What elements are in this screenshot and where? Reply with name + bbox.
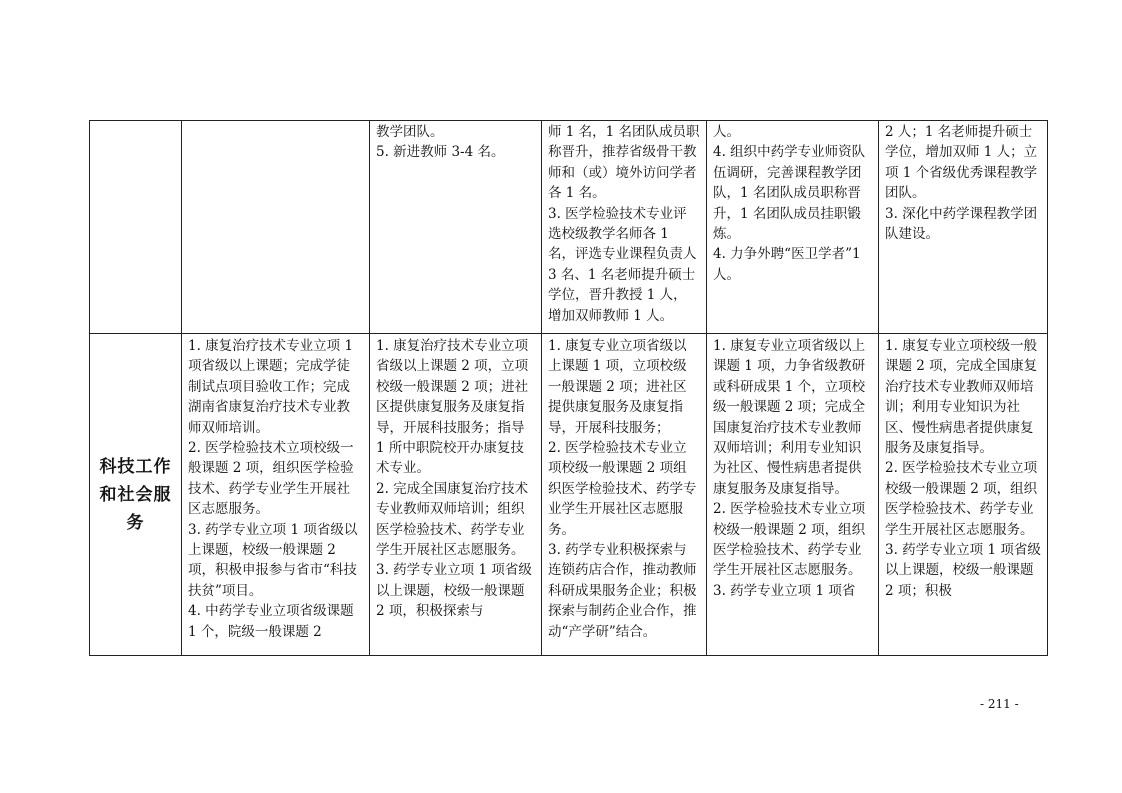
category-label: 科技工作和社会服务 — [99, 456, 172, 533]
cell-paragraph: 4. 中药学专业立项省级课题 1 个，院级一般课题 2 — [188, 603, 354, 640]
table-row — [90, 334, 1048, 656]
cell-paragraph: 教学团队。 — [376, 124, 444, 140]
cell-paragraph: 1. 康复专业立项省级以上课题 1 项，力争省级教研或科研成果 1 个，立项校级一般课题 2 项；完成全国康复治疗技术专业教师双师培训；利用专业知识为社区、慢性病患者提供康复服务及康复指导。 — [713, 338, 866, 497]
cell-paragraph: 2 人；1 名老师提升硕士学位，增加双师 1 人；立项 1 个省级优秀课程教学团队。 — [885, 124, 1038, 202]
cell-paragraph: 3. 医学检验技术专业评选校级教学名师各 1 名，评选专业课程负责人 3 名、1 名老师提升硕士学位，晋升教授 1 人，增加双师教师 1 人。 — [548, 205, 697, 324]
table-cell — [370, 334, 542, 656]
cell-paragraph: 2. 医学检验技术专业立项校级一般课题 2 项，组织医学检验技术、药学专业学生开展社区志愿服务。 — [713, 501, 866, 579]
category-cell — [90, 334, 182, 656]
table-cell — [182, 334, 370, 656]
cell-paragraph: 1. 康复专业立项省级以上课题 1 项，立项校级一般课题 2 项；进社区提供康复服务及康复指导，开展科技服务； — [548, 338, 687, 436]
cell-paragraph: 3. 药学专业积极探索与连锁药店合作，推动教师科研成果服务企业；积极探索与制药企业合作，推动“产学研”结合。 — [548, 542, 697, 640]
cell-paragraph: 3. 药学专业立项 1 项省 — [713, 582, 856, 599]
cell-paragraph: 3. 药学专业立项 1 项省级以上课题，校级一般课题 2 项，积极申报参与省市“科技扶贫”项目。 — [188, 521, 358, 599]
table-cell — [879, 121, 1048, 334]
cell-paragraph: 1. 康复专业立项校级一般课题 2 项，完成全国康复治疗技术专业教师双师培训；利用专业知识为社区、慢性病患者提供康复服务及康复指导。 — [885, 338, 1038, 457]
cell-paragraph: 3. 药学专业立项 1 项省级以上课题，校级一般课题 2 项，积极探索与 — [376, 562, 532, 620]
cell-paragraph: 人。 — [713, 124, 740, 140]
cell-paragraph: 1. 康复治疗技术专业立项 1 项省级以上课题；完成学徒制试点项目验收工作；完成湖南省康复治疗技术专业教师双师培训。 — [188, 338, 354, 436]
plan-table — [89, 120, 1048, 656]
cell-paragraph: 师 1 名，1 名团队成员职称晋升，推荐省级骨干教师和（或）境外访问学者各 1 名。 — [548, 124, 700, 202]
table-row — [90, 121, 1048, 334]
cell-paragraph: 3. 药学专业立项 1 项省级以上课题，校级一般课题 2 项；积极 — [885, 542, 1041, 599]
cell-paragraph: 2. 医学检验技术专业立项校级一般课题 2 项，组织医学检验技术、药学专业学生开展社区志愿服务。 — [885, 460, 1038, 538]
cell-paragraph: 1. 康复治疗技术专业立项省级以上课题 2 项，立项校级一般课题 2 项；进社区提供康复服务及康复指导，开展科技服务；指导 1 所中职院校开办康复技术专业。 — [376, 338, 529, 477]
table-cell — [370, 121, 542, 334]
cell-paragraph: 2. 医学检验技术立项校级一般课题 2 项，组织医学检验技术、药学专业学生开展社区志愿服务。 — [188, 440, 354, 518]
cell-paragraph: 3. 深化中药学课程教学团队建设。 — [885, 205, 1038, 243]
cell-paragraph: 4. 组织中药学专业师资队伍调研，完善课程教学团队，1 名团队成员职称晋升，1 名团队成员挂职锻炼。 — [713, 144, 866, 243]
table-cell — [182, 121, 370, 334]
page-number: - 211 - — [980, 697, 1019, 711]
cell-paragraph: 5. 新进教师 3-4 名。 — [376, 144, 505, 161]
table-cell — [542, 121, 707, 334]
table-cell — [879, 334, 1048, 656]
cell-paragraph: 2. 完成全国康复治疗技术专业教师双师培训；组织医学检验技术、药学专业学生开展社区志愿服务。 — [376, 480, 529, 559]
category-cell — [90, 121, 182, 334]
cell-paragraph: 2. 医学检验技术专业立项校级一般课题 2 项组织医学检验技术、药学专业学生开展社区志愿服务。 — [548, 440, 697, 538]
table-cell — [542, 334, 707, 656]
table-cell — [707, 121, 879, 334]
cell-paragraph: 4. 力争外聘“医卫学者”1 人。 — [713, 246, 861, 283]
table-cell — [707, 334, 879, 656]
